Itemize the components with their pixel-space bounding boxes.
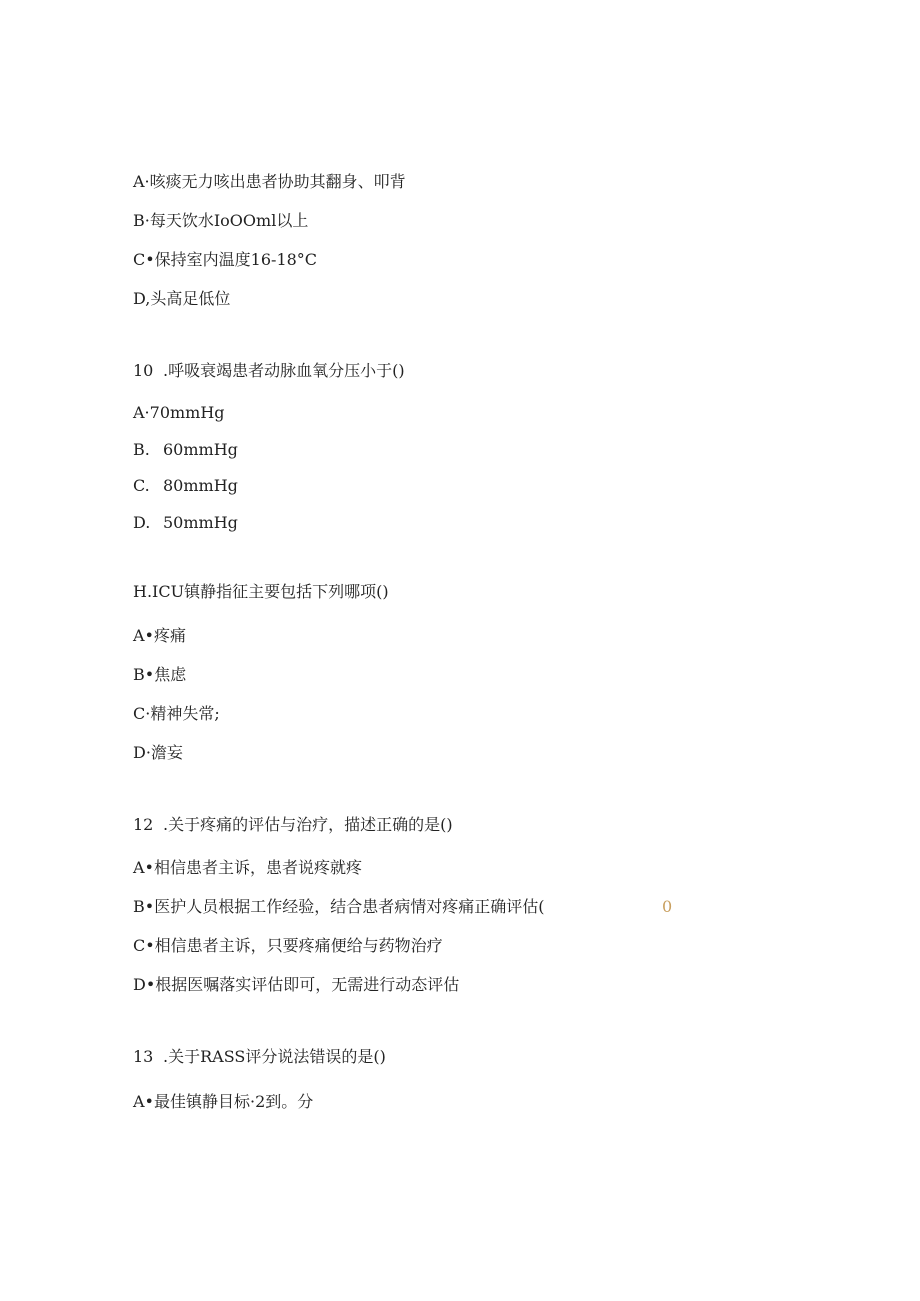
q12-stem-text: .关于疼痛的评估与治疗，描述正确的是() xyxy=(163,815,453,834)
q10-option-d-text: 50mmHg xyxy=(163,513,238,532)
q12-option-a: A•相信患者主诉，患者说疼就疼 xyxy=(133,858,362,877)
q10-option-b-letter: B. xyxy=(133,440,150,459)
q10-option-d xyxy=(133,513,238,533)
q10-option-c xyxy=(133,476,238,496)
q11-option-b: B•焦虑 xyxy=(133,665,187,684)
margin-mark: 0 xyxy=(662,897,673,916)
q10-option-a-label: A·70mmHg xyxy=(133,403,225,422)
q12-stem xyxy=(133,815,453,835)
q10-number: 10 xyxy=(133,361,154,380)
q10-option-a xyxy=(133,403,225,423)
q13-stem-text: .关于RASS评分说法错误的是() xyxy=(163,1047,386,1066)
q13-option-a: A•最佳镇静目标·2到。分 xyxy=(133,1092,314,1111)
q12-option-c: C•相信患者主诉，只要疼痛便给与药物治疗 xyxy=(133,936,443,955)
q10-option-c-letter: C. xyxy=(133,476,150,495)
q10-option-b-text: 60mmHg xyxy=(163,440,238,459)
q12-option-b: B•医护人员根据工作经验，结合患者病情对疼痛正确评估( xyxy=(133,897,545,916)
q10-option-b xyxy=(133,440,238,460)
q10-stem-text: .呼吸衰竭患者动脉血氧分压小于() xyxy=(163,361,405,380)
q10-option-d-letter: D. xyxy=(133,513,151,532)
q9-option-a: A·咳痰无力咳出患者协助其翻身、叩背 xyxy=(133,172,406,191)
q11-option-a: A•疼痛 xyxy=(133,626,186,645)
q12-number: 12 xyxy=(133,815,154,834)
q9-option-c: C•保持室内温度16-18°C xyxy=(133,250,318,269)
q11-stem: H.ICU镇静指征主要包括下列哪项() xyxy=(133,582,389,601)
q9-option-d: D,头高足低位 xyxy=(133,289,231,308)
q12-option-d: D•根据医嘱落实评估即可，无需进行动态评估 xyxy=(133,975,460,994)
q9-option-b: B·每天饮水IoOOml以上 xyxy=(133,211,309,230)
q11-option-d: D·澹妄 xyxy=(133,743,183,762)
q13-stem xyxy=(133,1047,386,1067)
q10-option-c-text: 80mmHg xyxy=(163,476,238,495)
q13-number: 13 xyxy=(133,1047,154,1066)
q11-option-c: C·精神失常; xyxy=(133,704,220,723)
q10-stem xyxy=(133,361,405,381)
